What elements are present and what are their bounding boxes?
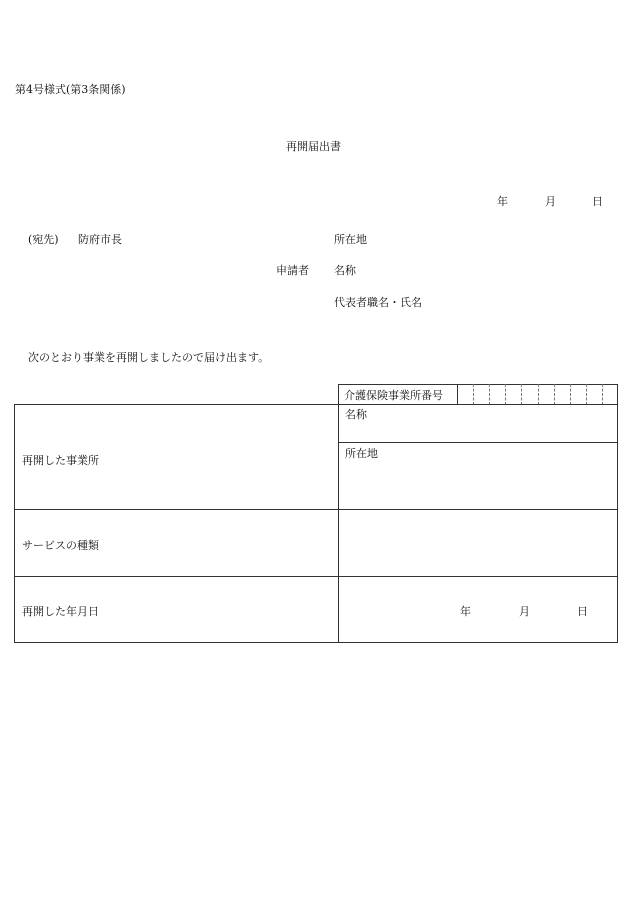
statement-text: 次のとおり事業を再開しましたので届け出ます。: [28, 351, 270, 364]
office-name-label: 名称: [345, 408, 367, 421]
applicant-name-label: 名称: [334, 264, 356, 277]
office-address-label: 所在地: [345, 447, 378, 460]
addressee-label: (宛先): [28, 233, 59, 246]
row-office-label: 再開した事業所: [22, 454, 99, 467]
row-date-year-label: 年: [460, 605, 471, 618]
addressee-name: 防府市長: [78, 233, 122, 246]
provider-number-label: 介護保険事業所番号: [344, 389, 443, 402]
row-divider-1: [14, 509, 618, 510]
applicant-representative-label: 代表者職名・氏名: [334, 296, 422, 309]
provider-number-digit-separator: [505, 384, 506, 405]
row-date-day-label: 日: [577, 605, 588, 618]
provider-number-digit-separator: [602, 384, 603, 405]
provider-number-digit-separator: [586, 384, 587, 405]
date-day-label: 日: [592, 195, 603, 208]
date-month-label: 月: [545, 195, 556, 208]
provider-number-digit-separator: [554, 384, 555, 405]
row-date-month-label: 月: [519, 605, 530, 618]
provider-number-digit-separator: [489, 384, 490, 405]
provider-number-digit-separator: [570, 384, 571, 405]
provider-number-divider: [457, 384, 458, 405]
form-number: 第4号様式(第3条関係): [15, 83, 126, 96]
provider-number-digit-separator: [473, 384, 474, 405]
row-date-label: 再開した年月日: [22, 605, 99, 618]
office-name-divider: [338, 442, 618, 443]
row-divider-2: [14, 576, 618, 577]
applicant-label: 申請者: [276, 264, 309, 277]
date-year-label: 年: [497, 195, 508, 208]
table-column-divider: [338, 404, 339, 643]
provider-number-digit-separator: [521, 384, 522, 405]
row-service-label: サービスの種類: [22, 539, 99, 552]
page-title: 再開届出書: [286, 140, 341, 153]
provider-number-digit-separator: [538, 384, 539, 405]
applicant-address-label: 所在地: [334, 233, 367, 246]
